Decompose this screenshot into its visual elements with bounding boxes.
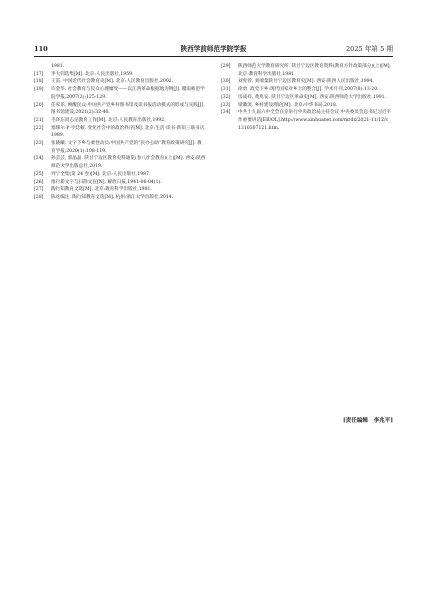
references-right-column (221, 63, 393, 132)
reference-item (34, 86, 206, 101)
reference-item (221, 63, 393, 78)
reference-number: [30] (221, 79, 231, 85)
reference-text: 陶行知教育文选[M]. 北京:教育科学出版社,1981. (51, 187, 152, 193)
issue-label: 2025 年第 5 期 (345, 45, 393, 53)
reference-text: 许金华. 社会教育与民众心理嬗变——以江西革命根据地为例[J]. 赣南师范学院学报,2007(2):125-129. (51, 87, 205, 100)
reference-text: 中共十九届六中全会在京举行中央政治局主持会议 中央委员会总书记习近平作重要讲话[EB/OL].http://www.xinhuanet.com/mrdx/2021-11/12/c_1310307121.htm. (238, 110, 392, 131)
reference-text: 房成祥, 黄兆安. 陕甘宁边区革命史[M]. 西安:陕西师范大学出版社,1991. (238, 94, 387, 100)
reference-item (34, 125, 206, 140)
reference-number: [20] (34, 102, 44, 108)
references-left-column (34, 63, 206, 202)
reference-text: 王雷. 中国近代社会教育史[M]. 北京:人民教育出版社,2002. (51, 79, 174, 85)
reference-item (34, 140, 206, 155)
reference-text: 毛泽东同志论教育工作[M]. 北京:人民教育出版社,1992. (51, 117, 166, 123)
reference-number: [24] (34, 156, 44, 162)
reference-item (221, 86, 393, 94)
reference-number: [26] (34, 179, 44, 185)
reference-number: [17] (34, 71, 44, 77)
reference-number: [18] (34, 79, 44, 85)
reference-item (34, 71, 206, 79)
reference-number: [34] (221, 110, 231, 116)
reference-number: [25] (34, 171, 44, 177)
reference-item (221, 109, 393, 132)
reference-number: [31] (221, 87, 231, 93)
reference-text: 张晓曦. 文字下乡与柔性动员:中国共产党的“民办公助”教育政策研究[J]. 教育学报,2020(1):108-119. (51, 141, 202, 154)
running-header (34, 43, 393, 55)
reference-number: [28] (34, 194, 44, 200)
reference-text: 任家乐, 唤醒民众:中国共产党乡村图书馆及读书报活动模式的形成与实践[J]. 图书馆建设,2021(2):32-40. (51, 102, 205, 116)
reference-item (221, 102, 393, 110)
reference-item (34, 194, 206, 202)
reference-item (34, 155, 206, 170)
reference-text: 孙芸芸, 郭晶晶. 陕甘宁边区教育史料通览(卷八社会教育)(上)[M]. 西安:陕西师范大学出版总社,2019. (51, 156, 206, 170)
reference-number: [21] (34, 117, 44, 123)
reference-item (221, 94, 393, 102)
reference-text: 李大钊选集[M]. 北京:人民出版社,1959. (51, 71, 134, 77)
reference-item (34, 102, 206, 117)
reference-item (34, 186, 206, 194)
reference-number: [19] (34, 87, 44, 93)
reference-item (34, 117, 206, 125)
page-number: 110 (34, 45, 48, 53)
journal-title: 陕西学前师范学院学报 (180, 45, 247, 53)
reference-item (34, 78, 206, 86)
reference-number: [27] (34, 187, 44, 193)
reference-number: [32] (221, 94, 231, 100)
reference-text: 刘宪曾, 刘端棻陕甘宁边区教育史[M]. 西安:陕西人民出版社,1994. (238, 79, 374, 85)
responsible-editor-note: [责任编辑 李兆平] (342, 418, 393, 424)
reference-text: 列宁全集(第 24 卷)[M]. 北京:人民出版社,1987. (51, 171, 151, 177)
reference-number: [22] (34, 125, 44, 131)
reference-text: 梁漱溟. 乡村建设理论[M]. 北京:中华书局,2018. (238, 102, 338, 108)
reference-number: [29] (221, 64, 231, 69)
reference-text: 塞缪尔·P·亨廷顿. 变化社会中的政治秩序[M]. 北京:生活·读书·新知三联书店,1989. (51, 125, 206, 139)
reference-text: 陈竑编注. 陶行知教育文选[M]. 杭州:浙江大学出版社,2014. (51, 194, 174, 200)
header-rule (34, 56, 393, 57)
reference-number: [23] (34, 141, 44, 147)
reference-text: 陕西师范大学教育研究所. 陕甘宁边区教育资料(教育方针政策部分)(上)[M]. 北京:教育科学出版社,1981. (238, 64, 392, 77)
reference-item (34, 179, 206, 187)
reference-item (221, 78, 393, 86)
reference-continuation: 1981. (51, 64, 65, 69)
reference-number: [33] (221, 102, 231, 108)
reference-text: 徐勇. 政党下乡:现代国家对乡土的整合[J]. 学术月刊,2007(8):13-20. (238, 87, 379, 93)
reference-item (34, 171, 206, 179)
reference-text: 推行新文字与扫除文盲[N]. 解放日报,1941-06-04(1). (51, 179, 162, 185)
